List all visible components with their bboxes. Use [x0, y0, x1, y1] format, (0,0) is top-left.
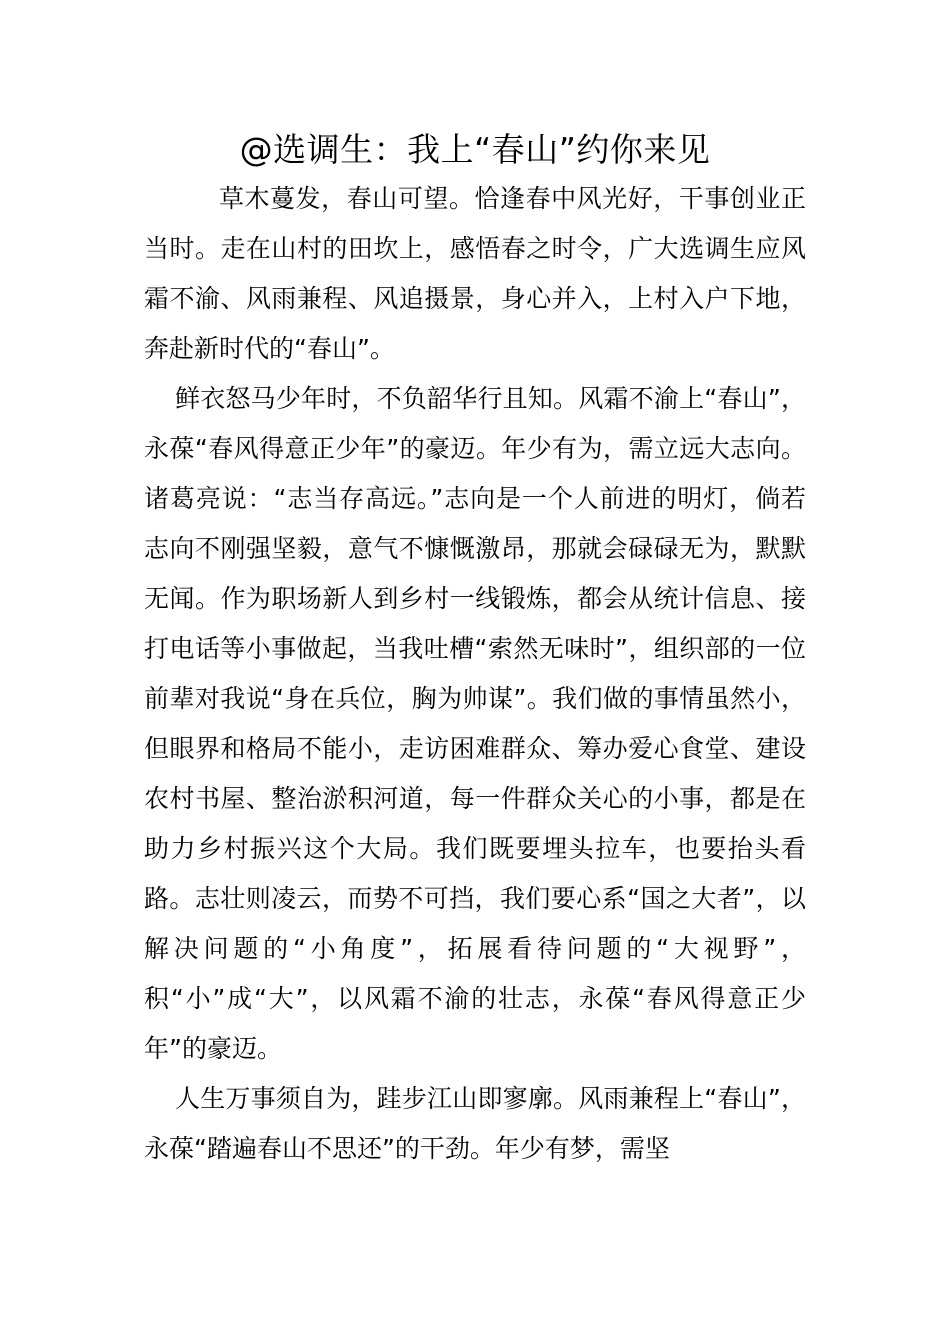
paragraph-3: 人生万事须自为，跬步江山即寥廓。风雨兼程上“春山”，永葆“踏遍春山不思还”的干劲。年少有梦，需坚 [144, 1084, 806, 1163]
document-title: @选调生：我上“春山”约你来见 [239, 130, 711, 169]
paragraph-2: 鲜衣怒马少年时，不负韶华行且知。风霜不渝上“春山”，永葆“春风得意正少年”的豪迈。年少有为，需立远大志向。诸葛亮说：“志当存高远。”志向是一个人前进的明灯，倘若志向不刚强坚毅，意气不慷慨激昂，那就会碌碌无为，默默无闻。作为职场新人到乡村一线锻炼，都会从统计信息、接打电话等小事做起，当我吐槽“索然无味时”，组织部的一位前辈对我说“身在兵位，胸为帅谋”。我们做的事情虽然小，但眼界和格局不能小，走访困难群众、筹办爱心食堂、建设农村书屋、整治淤积河道，每一件群众关心的小事，都是在助力乡村振兴这个大局。我们既要埋头拉车，也要抬头看路。志壮则凌云，而势不可挡，我们要心系“国之大者”，以解决问题的“小角度”，拓展看待问题的“大视野”，积“小”成“大”，以风霜不渝的壮志，永葆“春风得意正少年”的豪迈。 [144, 384, 806, 1063]
document-body [144, 174, 806, 1174]
paragraph-1: 草木蔓发，春山可望。恰逢春中风光好，干事创业正当时。走在山村的田坎上，感悟春之时令，广大选调生应风霜不渝、风雨兼程、风追摄景，身心并入，上村入户下地，奔赴新时代的“春山”。 [144, 184, 806, 363]
